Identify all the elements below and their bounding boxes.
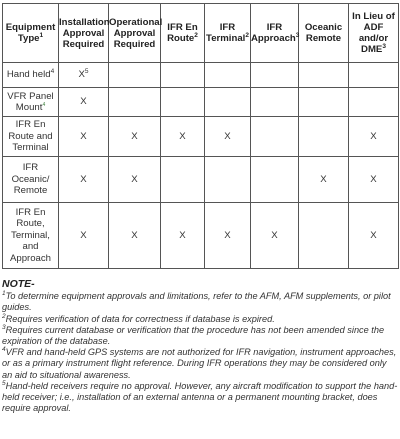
- equipment-approval-table: [2, 3, 399, 269]
- equipment-type-cell: Hand held$^4$: [3, 63, 59, 88]
- note-item: $^3$Requires current database or verification that the procedure has not been amended since the expiration of the database.: [2, 323, 385, 347]
- table-cell: [251, 157, 299, 203]
- table-row: [3, 203, 399, 269]
- table-cell: X: [205, 203, 251, 269]
- note-item: $^1$To determine equipment approvals and limitations, refer to the AFM, AFM supplements, or pilot guides.: [2, 290, 391, 313]
- table-cell: [205, 88, 251, 117]
- notes-heading: NOTE-: [2, 278, 35, 290]
- table-row: [3, 157, 399, 203]
- table-header-row: [3, 4, 399, 63]
- table-cell: X: [349, 157, 399, 203]
- table-cell: X: [59, 203, 109, 269]
- table-cell: X: [59, 88, 109, 117]
- table-cell: [299, 117, 349, 157]
- table-cell: X: [109, 117, 161, 157]
- table-cell: [299, 203, 349, 269]
- table-cell: X: [59, 117, 109, 157]
- header-cell: Installation Approval Required: [59, 4, 109, 63]
- table-cell: [161, 88, 205, 117]
- table-cell: X: [161, 203, 205, 269]
- equipment-type-cell: VFR Panel Mount$^4$: [3, 88, 59, 117]
- note-item: $^2$Requires verification of data for correctness if database is expired.: [2, 312, 275, 324]
- header-cell: Operational Approval Required: [109, 4, 161, 63]
- header-cell: IFR Approach$^3$: [251, 4, 299, 63]
- table-row: [3, 117, 399, 157]
- table-cell: $X^5$: [59, 63, 109, 88]
- table-cell: X: [205, 117, 251, 157]
- table-cell: [161, 63, 205, 88]
- header-cell: In Lieu of ADF and/or DME$^3$: [349, 4, 399, 63]
- table-cell: X: [349, 203, 399, 269]
- table-row: [3, 63, 399, 88]
- table-cell: [349, 88, 399, 117]
- header-cell: Equipment Type$^1$: [3, 4, 59, 63]
- table-cell: [251, 117, 299, 157]
- table-cell: [349, 63, 399, 88]
- note-item: $^5$Hand-held receivers require no approval. However, any aircraft modification to support the hand-held receiver; i.e., installation of an external antenna or a permanent mounting bracket, does require approval.: [2, 379, 398, 414]
- table-cell: [251, 88, 299, 117]
- header-cell: IFR En Route$^2$: [161, 4, 205, 63]
- header-cell: IFR Terminal$^2$: [205, 4, 251, 63]
- notes-section: [2, 279, 398, 414]
- equipment-type-cell: IFR En Route and Terminal: [3, 117, 59, 157]
- equipment-type-cell: IFR Oceanic/ Remote: [3, 157, 59, 203]
- header-cell: Oceanic Remote: [299, 4, 349, 63]
- table-cell: X: [109, 203, 161, 269]
- table-cell: [205, 63, 251, 88]
- table-cell: X: [349, 117, 399, 157]
- table-cell: [251, 63, 299, 88]
- table-cell: X: [109, 157, 161, 203]
- table-row: [3, 88, 399, 117]
- table-cell: [109, 88, 161, 117]
- note-item: $^4$VFR and hand-held GPS systems are not authorized for IFR navigation, instrument approaches, or as a primary instrument flight reference. During IFR operations they may be considered only an aid to situational awareness.: [2, 346, 397, 380]
- table-cell: X: [161, 117, 205, 157]
- equipment-type-cell: IFR En Route, Terminal, and Approach: [3, 203, 59, 269]
- table-cell: X: [299, 157, 349, 203]
- table-cell: X: [251, 203, 299, 269]
- table-cell: [205, 157, 251, 203]
- table-cell: [109, 63, 161, 88]
- table-cell: [299, 63, 349, 88]
- table-cell: [299, 88, 349, 117]
- table-cell: X: [59, 157, 109, 203]
- table-cell: [161, 157, 205, 203]
